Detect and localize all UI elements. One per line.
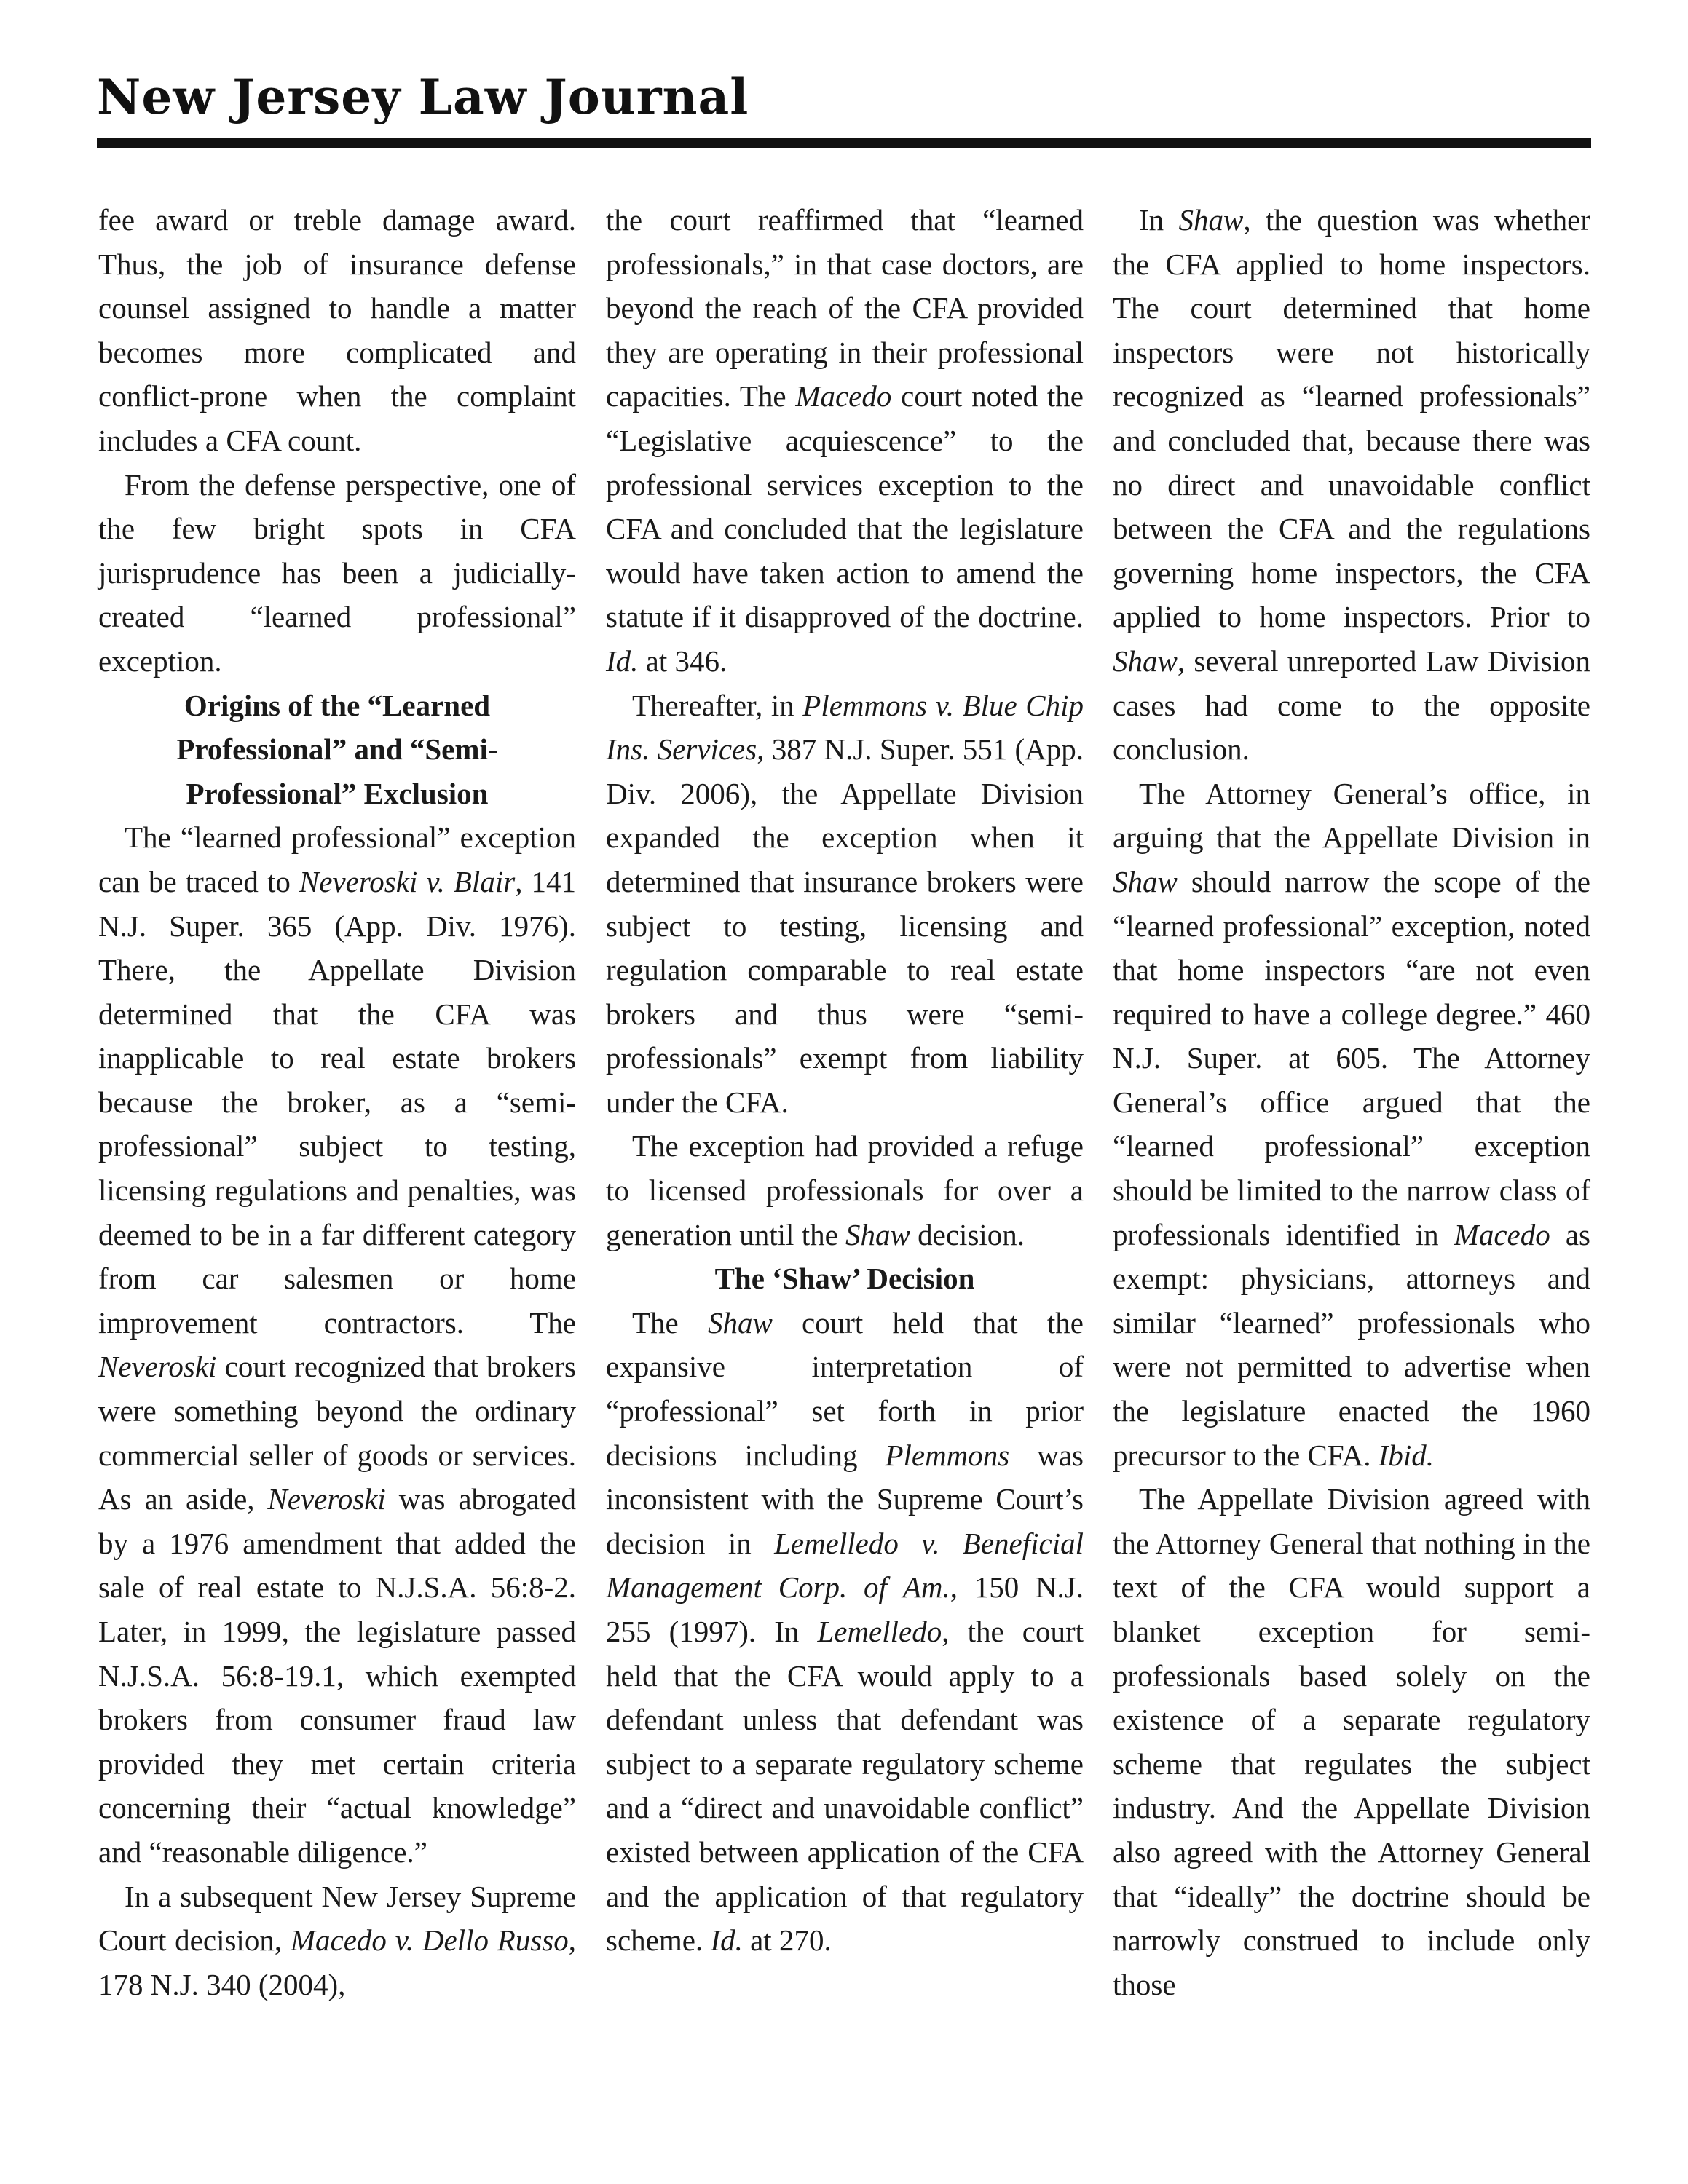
body-paragraph: In a subsequent New Jersey Supreme Court decision, Macedo v. Dello Russo, 178 N.J. 340 (2004), — [98, 1879, 577, 2001]
column-2 — [606, 198, 1084, 1963]
column-1 — [98, 198, 576, 2006]
body-paragraph: The Attorney General’s office, in arguing that the Appellate Division in Shaw should narrow the scope of the “learned professional” exception, noted that home inspectors “are not even required to have a college degree.” 460 N.J. Super. at 605. The Attorney General’s office argued that the “learned professional” exception should be limited to the narrow class of professionals identified in Macedo as exempt: physicians, attorneys and similar “learned” professionals who were not permitted to advertise when the legislature enacted the 1960 precursor to the CFA. Ibid. — [1113, 776, 1590, 1472]
body-paragraph: the court reaffirmed that “learned professionals,” in that case doctors, are beyond the reach of the CFA provided they are operating in their professional capacities. The Macedo court noted the “Legislative acquiescence” to the professional services exception to the CFA and concluded that the legislature would have taken action to amend the statute if it disapproved of the doctrine. Id. at 346. — [606, 203, 1084, 678]
masthead-rule — [97, 138, 1591, 148]
body-paragraph: The “learned professional” exception can be traced to Neveroski v. Blair, 141 N.J. Super. 365 (App. Div. 1976). There, the Appellate Division determined that the CFA was inapplicable to real estate brokers because the broker, as a “semi-professional” subject to testing, licensing regulations and penalties, was deemed to be in a far different category from car salesmen or home improvement contractors. The Neveroski court recognized that brokers were something beyond the ordinary commercial seller of goods or services. As an aside, Neveroski was abrogated by a 1976 amendment that added the sale of real estate to N.J.S.A. 56:8-2. Later, in 1999, the legislature passed N.J.S.A. 56:8-19.1, which exempted brokers from consumer fraud law provided they met certain criteria concerning their “actual knowledge” and “reasonable diligence.” — [98, 820, 577, 1869]
body-paragraph: The Appellate Division agreed with the Attorney General that nothing in the text of the CFA would support a blanket exception for semi-professionals based solely on the existence of a separate regulatory scheme that regulates the subject industry. And the Appellate Division also agreed with the Attorney General that “ideally” the doctrine should be narrowly construed to include only those — [1113, 1482, 1590, 2001]
body-paragraph: fee award or treble damage award. Thus, the job of insurance defense counsel assigned to handle a matter becomes more complicated and conflict-prone when the complaint includes a CFA count. — [98, 203, 576, 457]
section-heading: The ‘Shaw’ Decision — [714, 1262, 975, 1296]
body-paragraph: In Shaw, the question was whether the CFA applied to home inspectors. The court determined that home inspectors were not historically recognized as “learned professionals” and concluded that, because there was no direct and unavoidable conflict between the CFA and the regulations governing home inspectors, the CFA applied to home inspectors. Prior to Shaw, several unreported Law Division cases had come to the opposite conclusion. — [1113, 203, 1591, 767]
body-paragraph: The exception had provided a refuge to licensed professionals for over a generation until the Shaw decision. — [606, 1129, 1084, 1251]
column-3 — [1113, 198, 1590, 2006]
masthead-title: New Jersey Law Journal — [97, 68, 749, 125]
body-paragraph: From the defense perspective, one of the few bright spots in CFA jurisprudence has been a judicially-created “learned professional” exception. — [98, 467, 576, 678]
body-paragraph: The Shaw court held that the expansive interpretation of “professional” set forth in prior decisions including Plemmons was inconsistent with the Supreme Court’s decision in Lemelledo v. Beneficial Management Corp. of Am., 150 N.J. 255 (1997). In Lemelledo, the court held that the CFA would apply to a defendant unless that defendant was subject to a separate regulatory scheme and a “direct and unavoidable conflict” existed between application of the CFA and the application of that regulatory scheme. Id. at 270. — [606, 1305, 1084, 1958]
section-heading: Origins of the “Learned Professional” and “Semi-Professional” Exclusion — [176, 688, 498, 810]
body-paragraph: Thereafter, in Plemmons v. Blue Chip Ins. Services, 387 N.J. Super. 551 (App. Div. 2006), the Appellate Division expanded the exception when it determined that insurance brokers were subject to testing, licensing and regulation comparable to real estate brokers and thus were “semi-professionals” exempt from liability under the CFA. — [606, 688, 1084, 1119]
